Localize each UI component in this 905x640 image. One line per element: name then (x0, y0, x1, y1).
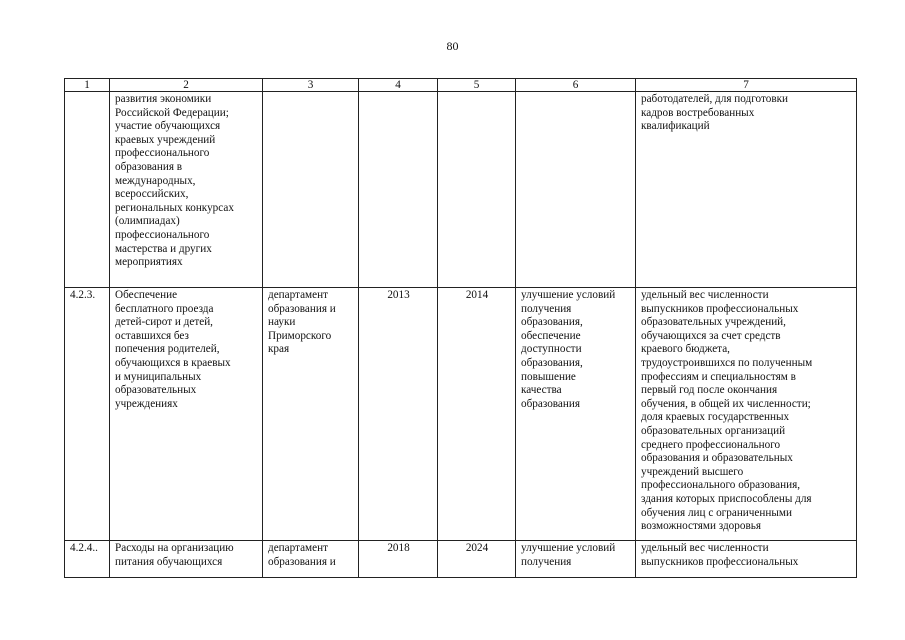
cell-line: квалификаций (641, 120, 710, 133)
event-cell (110, 541, 263, 578)
cell-line: бесплатного проезда (115, 302, 214, 315)
cell-line: образования, (521, 356, 583, 369)
cell-line: краевого бюджета, (641, 343, 730, 356)
cell-line: качества (521, 384, 562, 397)
cell-line: края (268, 343, 290, 356)
header-col-7: 7 (636, 79, 857, 92)
cell-line: департамент (268, 289, 328, 301)
cell-line: обучения, в общей их численности; (641, 397, 811, 410)
cell-line: образования, (521, 316, 583, 329)
cell-line: удельный вес численности (641, 542, 769, 554)
start-year-cell: 2018 (359, 541, 438, 578)
cell-line: профессионального образования, (641, 479, 801, 492)
cell-line: образования и (268, 555, 336, 568)
cell-line: профессиям и специальностям в (641, 370, 796, 383)
cell-line: попечения родителей, (115, 343, 220, 356)
indicator-cell (636, 288, 857, 541)
table-row (65, 92, 857, 288)
cell-line: улучшение условий (521, 542, 616, 554)
cell-line: учреждениях (115, 397, 178, 410)
header-col-6: 6 (516, 79, 636, 92)
cell-line: выпускников профессиональных (641, 555, 799, 568)
indicator-cell (636, 541, 857, 578)
cell-line: детей-сирот и детей, (115, 316, 213, 329)
cell-line: образования в (115, 160, 183, 173)
result-cell (516, 288, 636, 541)
cell-line: повышение (521, 370, 576, 383)
cell-line: (олимпиадах) (115, 215, 180, 228)
start-year-cell: 2013 (359, 288, 438, 541)
row-number-cell: 4.2.3. (65, 288, 110, 541)
header-col-3: 3 (263, 79, 359, 92)
cell-line: региональных конкурсах (115, 201, 234, 214)
start-year-cell (359, 92, 438, 288)
cell-line: развития экономики (115, 93, 212, 105)
cell-line: профессионального (115, 228, 210, 241)
row-number-cell (65, 92, 110, 288)
cell-line: обучения лиц с ограниченными (641, 506, 792, 519)
cell-line: профессионального (115, 147, 210, 160)
event-cell (110, 92, 263, 288)
cell-line: образования и образовательных (641, 452, 793, 465)
cell-line: кадров востребованных (641, 106, 755, 119)
program-table (64, 78, 857, 578)
cell-line: оставшихся без (115, 329, 189, 342)
executor-cell (263, 92, 359, 288)
cell-line: трудоустроившихся по полученным (641, 356, 813, 369)
cell-line: доля краевых государственных (641, 411, 790, 424)
cell-line: образования (521, 397, 581, 410)
end-year-cell: 2024 (438, 541, 516, 578)
cell-line: обучающихся за счет средств (641, 329, 781, 342)
header-col-4: 4 (359, 79, 438, 92)
cell-line: образовательных организаций (641, 424, 786, 437)
result-cell (516, 541, 636, 578)
cell-line: департамент (268, 542, 328, 554)
cell-line: выпускников профессиональных (641, 302, 799, 315)
cell-line: удельный вес численности (641, 289, 769, 301)
cell-line: образования и (268, 302, 336, 315)
executor-cell (263, 541, 359, 578)
cell-line: здания которых приспособлены для (641, 492, 812, 505)
cell-line: возможностями здоровья (641, 520, 761, 533)
cell-line: доступности (521, 343, 582, 356)
row-number-cell: 4.2.4.. (65, 541, 110, 578)
cell-line: международных, (115, 174, 196, 187)
end-year-cell (438, 92, 516, 288)
header-col-2: 2 (110, 79, 263, 92)
result-cell (516, 92, 636, 288)
cell-line: краевых учреждений (115, 133, 216, 146)
cell-line: мастерства и других (115, 242, 212, 255)
cell-line: среднего профессионального (641, 438, 781, 451)
cell-line: учреждений высшего (641, 465, 744, 478)
cell-line: мероприятиях (115, 256, 183, 269)
cell-line: и муниципальных (115, 370, 202, 383)
event-cell (110, 288, 263, 541)
end-year-cell: 2014 (438, 288, 516, 541)
header-col-5: 5 (438, 79, 516, 92)
cell-line: получения (521, 555, 572, 568)
cell-line: науки (268, 316, 296, 329)
page-number: 80 (446, 39, 459, 53)
table-row (65, 541, 857, 578)
cell-line: участие обучающихся (115, 120, 221, 133)
cell-line: Расходы на организацию (115, 542, 234, 554)
header-col-1: 1 (65, 79, 110, 92)
cell-line: всероссийских, (115, 188, 189, 201)
cell-line: Обеспечение (115, 289, 178, 301)
cell-line: Российской Федерации; (115, 106, 229, 119)
cell-line: обучающихся в краевых (115, 356, 231, 369)
cell-line: Приморского (268, 329, 332, 342)
cell-line: образовательных (115, 384, 197, 397)
cell-line: улучшение условий (521, 289, 616, 301)
cell-line: первый год после окончания (641, 384, 778, 397)
cell-line: работодателей, для подготовки (641, 93, 789, 105)
table-row (65, 288, 857, 541)
cell-line: получения (521, 302, 572, 315)
cell-line: обеспечение (521, 329, 581, 342)
cell-line: образовательных учреждений, (641, 316, 786, 329)
cell-line: питания обучающихся (115, 555, 223, 568)
header-row (65, 79, 857, 92)
indicator-cell (636, 92, 857, 288)
executor-cell (263, 288, 359, 541)
